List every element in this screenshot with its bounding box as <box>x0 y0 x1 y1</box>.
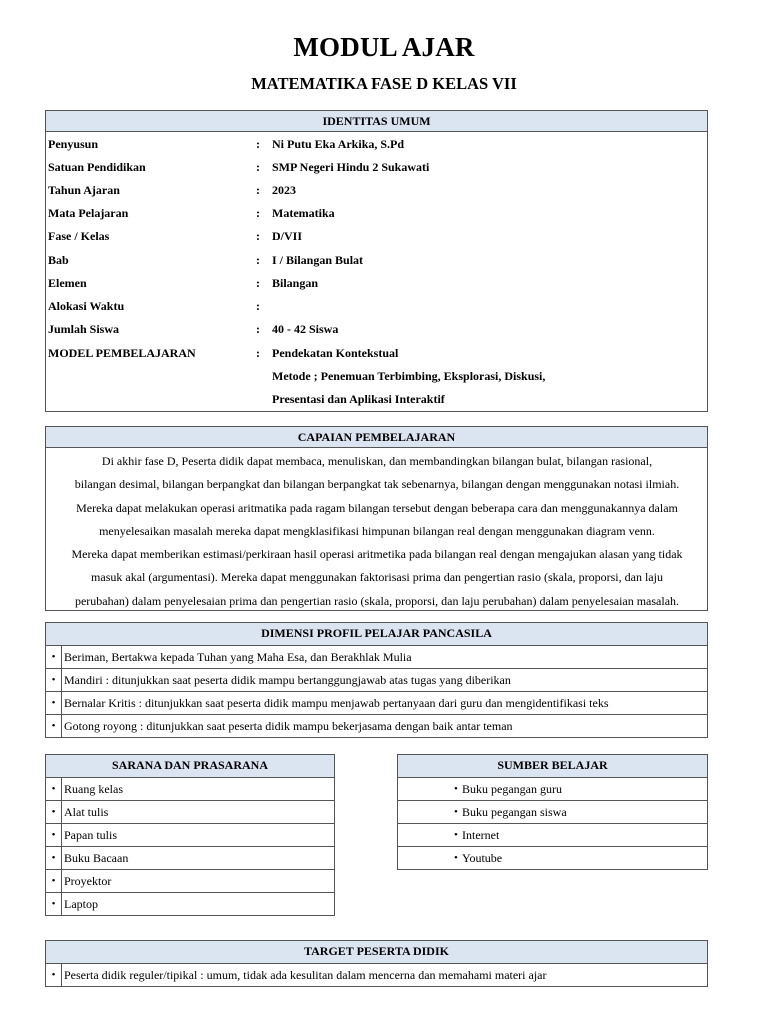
identitas-colon: : <box>256 206 260 220</box>
identitas-colon: : <box>256 137 260 151</box>
identitas-row <box>46 388 706 411</box>
identitas-value: D/VII <box>272 229 303 243</box>
list-item <box>46 668 707 691</box>
identitas-value: Ni Putu Eka Arkika, S.Pd <box>272 137 405 151</box>
bullet-icon: • <box>46 964 62 986</box>
identitas-row <box>46 342 706 365</box>
list-item <box>46 869 334 892</box>
identitas-label: Mata Pelajaran <box>48 206 129 220</box>
bullet-icon: • <box>46 778 62 800</box>
list-item-text: Youtube <box>462 851 503 865</box>
list-item <box>46 846 334 869</box>
identitas-value: Bilangan <box>272 276 319 290</box>
identitas-label: Fase / Kelas <box>48 229 110 243</box>
identitas-heading: IDENTITAS UMUM <box>45 110 708 132</box>
bullet-icon: • <box>46 646 62 668</box>
bullet-icon: • <box>454 852 458 864</box>
list-item <box>46 823 334 846</box>
identitas-value: I / Bilangan Bulat <box>272 253 364 267</box>
identitas-label: Jumlah Siswa <box>48 322 120 336</box>
list-item <box>46 800 334 823</box>
identitas-colon: : <box>256 276 260 290</box>
identitas-value: 40 - 42 Siswa <box>272 322 339 336</box>
identitas-colon: : <box>256 183 260 197</box>
bullet-icon: • <box>46 847 62 869</box>
identitas-label: Bab <box>48 253 69 267</box>
bullet-icon: • <box>46 669 62 691</box>
list-item <box>398 777 707 800</box>
capaian-pembelajaran-box <box>45 426 708 611</box>
capaian-line: menyelesaikan masalah mereka dapat mengklasifikasi himpunan bilangan real dengan menggunakan diagram venn. <box>99 523 655 538</box>
target-peserta-didik-box <box>45 940 708 987</box>
identitas-label: Elemen <box>48 276 87 290</box>
dimensi-heading: DIMENSI PROFIL PELAJAR PANCASILA <box>46 623 707 645</box>
list-item-text: Buku pegangan siswa <box>462 805 567 819</box>
bullet-icon: • <box>46 893 62 915</box>
bullet-icon: • <box>46 692 62 714</box>
identitas-colon: : <box>256 346 260 360</box>
list-item-text: Gotong royong : ditunjukkan saat peserta didik mampu bekerjasama dengan baik antar teman <box>64 719 513 733</box>
identitas-value: SMP Negeri Hindu 2 Sukawati <box>272 160 430 174</box>
capaian-line: perubahan) dalam penyelesaian prima dan pengertian rasio (skala, proporsi, dan laju perubahan) dalam penyelesaian masalah. <box>74 593 680 608</box>
identitas-row <box>46 249 706 272</box>
list-item-text: Buku Bacaan <box>64 851 129 865</box>
list-item-text: Alat tulis <box>64 805 109 819</box>
identitas-label: Penyusun <box>48 137 99 151</box>
list-item-text: Internet <box>462 828 500 842</box>
identitas-value: Metode ; Penemuan Terbimbing, Eksplorasi, Diskusi, <box>272 369 546 383</box>
identitas-row <box>46 272 706 295</box>
list-item <box>46 691 707 714</box>
list-item-text: Mandiri : ditunjukkan saat peserta didik mampu bertanggungjawab atas tugas yang diberikan <box>64 673 511 687</box>
identitas-umum-box <box>45 110 708 412</box>
list-item-text: Papan tulis <box>64 828 117 842</box>
identitas-row <box>46 133 706 156</box>
identitas-label: MODEL PEMBELAJARAN <box>48 346 196 360</box>
capaian-line: masuk akal (argumentasi). Mereka dapat menggunakan faktorisasi prima dan pengertian rasio (skala, proporsi, dan laju <box>91 570 663 585</box>
dimensi-profil-box <box>45 622 708 738</box>
capaian-line: bilangan desimal, bilangan berpangkat dan bilangan berpangkat tak sebenarnya, bilangan dengan menggunakan notasi ilmiah. <box>74 477 680 492</box>
capaian-line: Mereka dapat melakukan operasi aritmatika pada ragam bilangan tersebut dengan beberapa cara dan menggunakannya dalam <box>76 500 678 515</box>
list-item <box>46 777 334 800</box>
identitas-label: Tahun Ajaran <box>48 183 120 197</box>
identitas-label: Alokasi Waktu <box>48 299 125 313</box>
list-item <box>46 714 707 737</box>
identitas-row <box>46 156 706 179</box>
capaian-line: Di akhir fase D, Peserta didik dapat membaca, menuliskan, dan membandingkan bilangan bulat, bilangan rasional, <box>101 454 653 468</box>
capaian-paragraph <box>52 450 702 613</box>
list-item-text: Beriman, Bertakwa kepada Tuhan yang Maha Esa, dan Berakhlak Mulia <box>64 650 412 664</box>
identitas-value: Matematika <box>272 206 335 220</box>
identitas-colon: : <box>256 299 260 313</box>
identitas-value: Pendekatan Kontekstual <box>272 346 399 360</box>
document-title: MODUL AJAR <box>293 32 475 62</box>
sumber-belajar-box <box>397 754 708 870</box>
bullet-icon: • <box>454 783 458 795</box>
sarana-prasarana-box <box>45 754 335 916</box>
bullet-icon: • <box>46 801 62 823</box>
target-heading: TARGET PESERTA DIDIK <box>46 941 707 963</box>
bullet-icon: • <box>454 829 458 841</box>
bullet-icon: • <box>46 870 62 892</box>
bullet-icon: • <box>46 824 62 846</box>
list-item-text: Buku pegangan guru <box>462 782 562 796</box>
list-item <box>46 892 334 915</box>
identitas-row <box>46 318 706 341</box>
list-item-text: Bernalar Kritis : ditunjukkan saat peserta didik mampu menjawab pertanyaan dari guru dan mengidentifikasi teks <box>64 696 609 710</box>
identitas-colon: : <box>256 160 260 174</box>
bullet-icon: • <box>454 806 458 818</box>
identitas-colon: : <box>256 229 260 243</box>
list-item <box>46 963 707 986</box>
list-item-text: Ruang kelas <box>64 782 123 796</box>
document-subtitle: MATEMATIKA FASE D KELAS VII <box>251 74 517 93</box>
identitas-value: Presentasi dan Aplikasi Interaktif <box>272 392 445 406</box>
bullet-icon: • <box>46 715 62 737</box>
identitas-label: Satuan Pendidikan <box>48 160 146 174</box>
identitas-row <box>46 365 706 388</box>
list-item-text: Laptop <box>64 897 98 911</box>
identitas-row <box>46 225 706 248</box>
identitas-value: 2023 <box>272 183 296 197</box>
list-item <box>398 823 707 846</box>
capaian-heading: CAPAIAN PEMBELAJARAN <box>45 426 708 448</box>
list-item-text: Peserta didik reguler/tipikal : umum, tidak ada kesulitan dalam mencerna dan memahami materi ajar <box>64 968 547 982</box>
sarana-heading: SARANA DAN PRASARANA <box>46 755 334 777</box>
identitas-row <box>46 202 706 225</box>
list-item-text: Proyektor <box>64 874 112 888</box>
identitas-row <box>46 295 706 318</box>
sumber-heading: SUMBER BELAJAR <box>398 755 707 777</box>
capaian-line: Mereka dapat memberikan estimasi/perkiraan hasil operasi aritmetika pada bilangan real dengan mengajukan alasan yang tidak <box>71 547 683 562</box>
identitas-row <box>46 179 706 202</box>
list-item <box>398 846 707 869</box>
list-item <box>46 645 707 668</box>
list-item <box>398 800 707 823</box>
identitas-colon: : <box>256 322 260 336</box>
identitas-colon: : <box>256 253 260 267</box>
